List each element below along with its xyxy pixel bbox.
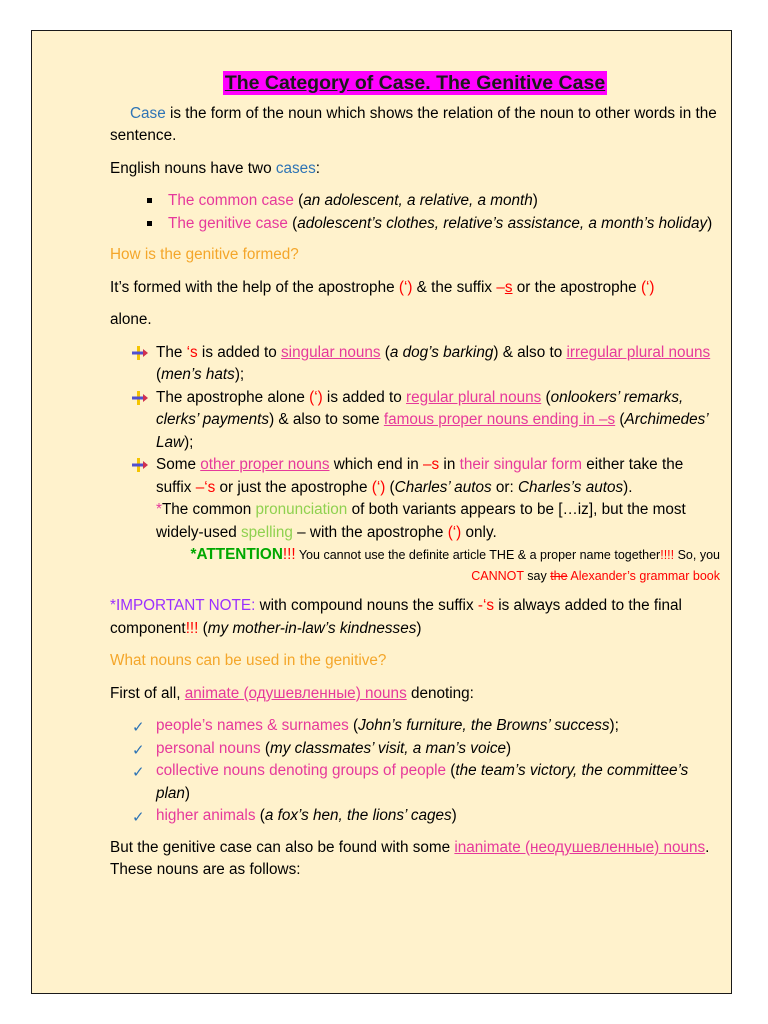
rule-text: of both variants appears to be […iz], but the most widely-used: [156, 501, 686, 541]
document-content: [110, 71, 720, 892]
page-title: The Category of Case. The Genitive Case: [224, 72, 606, 94]
rules-list: [110, 342, 720, 545]
apostrophe-mark: (‘): [640, 278, 655, 296]
check-icon: ✓: [132, 763, 145, 781]
rule-item: [156, 342, 720, 387]
note-example: my mother-in-law’s kindnesses: [207, 619, 417, 637]
arrow-bullet-icon: [132, 346, 148, 360]
rule-text: only.: [461, 523, 497, 541]
important-note: [110, 595, 720, 640]
rule-example: Charles’s autos: [517, 478, 624, 496]
question-nouns: What nouns can be used in the genitive?: [110, 652, 387, 669]
rule-text: The apostrophe alone: [156, 388, 310, 406]
case-name: The genitive case: [168, 214, 288, 232]
suffix-mark: ‘s: [186, 343, 198, 361]
term-spelling: spelling: [241, 523, 293, 541]
check-icon: ✓: [132, 740, 145, 759]
rule-example: Archimedes’ Law: [156, 411, 708, 451]
first-text: First of all,: [110, 684, 185, 702]
check-icon: ✓: [132, 808, 145, 826]
case-term: Case: [130, 104, 166, 122]
term-animate-nouns: animate (одушевленные) nouns: [184, 684, 407, 702]
attention-text: say: [523, 569, 551, 583]
rule-text: or:: [491, 478, 518, 496]
rule-text: which end in: [329, 456, 424, 473]
paren: ): [451, 807, 457, 824]
suffix-mark: –s: [423, 456, 440, 473]
two-cases-paragraph: [110, 158, 720, 181]
paren: );: [609, 717, 619, 734]
rule-text: ) & also to: [493, 343, 567, 361]
rule-text: either take the suffix: [156, 456, 684, 496]
rule-text: (: [380, 343, 390, 361]
arrow-bullet-icon: [132, 458, 148, 472]
attention-note: [110, 544, 720, 587]
intro-paragraph: [110, 103, 720, 148]
arrow-bullet-icon: [132, 391, 148, 405]
noun-type: collective nouns denoting groups of people: [156, 762, 446, 779]
paren: (: [348, 717, 359, 734]
noun-examples: John’s furniture, the Browns’ success: [358, 717, 610, 734]
first-text: denoting:: [406, 684, 474, 702]
paren: (: [293, 192, 304, 209]
term-singular-nouns: singular nouns: [281, 343, 381, 361]
noun-examples: my classmates’ visit, a man’s voice: [269, 739, 507, 757]
paren: (: [287, 214, 298, 232]
rule-text: – with the apostrophe: [292, 523, 448, 541]
attention-example: Alexander’s grammar book: [567, 569, 720, 583]
inanimate-text: But the genitive case can also be found with some: [110, 838, 455, 856]
rule-text: ).: [623, 478, 633, 496]
note-bangs: !!!: [185, 619, 199, 637]
rule-example: Charles’ autos: [394, 478, 492, 496]
inanimate-text: . These nouns are as follows:: [110, 838, 710, 878]
rule-item: [156, 454, 720, 544]
animate-list: [110, 715, 720, 828]
rule-example: onlookers’ remarks, clerks’ payments: [156, 388, 684, 428]
rule-text: or just the apostrophe: [215, 478, 372, 496]
case-name: The common case: [168, 192, 294, 209]
list-item: [132, 760, 720, 805]
rule-example: a dog’s barking: [389, 343, 494, 361]
case-examples: adolescent’s clothes, relative’s assistance, a month’s holiday: [297, 214, 708, 232]
suffix-mark: -‘s: [477, 597, 495, 614]
struck-the: the: [550, 569, 568, 583]
suffix-dash: –: [496, 278, 505, 296]
noun-type: people’s names & surnames: [156, 717, 349, 734]
cannot-word: CANNOT: [471, 569, 524, 583]
paren: (: [255, 807, 265, 824]
suffix-mark: –‘s: [195, 478, 216, 496]
list-item: [132, 738, 720, 761]
question-formed: How is the genitive formed?: [110, 246, 299, 263]
attention-label: *ATTENTION: [190, 546, 283, 563]
rule-text: (: [385, 478, 395, 496]
case-examples: an adolescent, a relative, a month: [303, 192, 533, 209]
paren: (: [446, 762, 456, 779]
term-inanimate-nouns: inanimate (неодушевленные) nouns: [454, 838, 706, 856]
note-label: *IMPORTANT NOTE:: [110, 597, 256, 614]
apostrophe-mark: (‘): [309, 388, 323, 406]
list-item: [132, 805, 720, 828]
check-icon: ✓: [132, 718, 145, 736]
rule-text: The: [156, 343, 187, 361]
list-item: [168, 190, 720, 213]
attention-bangs: !!!: [282, 546, 296, 563]
rule-text: is added to: [322, 388, 407, 406]
noun-examples: a fox’s hen, the lions’ cages: [264, 807, 452, 824]
inanimate-paragraph: [110, 837, 720, 882]
paren: ): [532, 192, 538, 209]
paren: ): [707, 214, 713, 232]
paren: ): [184, 784, 191, 802]
two-cases-text: English nouns have two: [110, 159, 276, 177]
case-list: [110, 190, 720, 235]
note-text: (: [198, 619, 208, 637]
rule-text: (: [615, 411, 625, 428]
term-pronunciation: pronunciation: [255, 501, 348, 518]
intro-text: is the form of the noun which shows the relation of the noun to other words in the sentence.: [110, 104, 717, 144]
term-other-proper: other proper nouns: [200, 456, 330, 473]
rule-text: The common: [161, 501, 256, 518]
rule-text: );: [234, 366, 245, 383]
suffix-s: s: [504, 278, 513, 296]
formed-text: or the apostrophe: [512, 278, 641, 296]
attention-text: So, you: [674, 548, 720, 562]
two-cases-colon: :: [315, 159, 321, 177]
list-item: [132, 715, 720, 738]
note-text: ): [416, 619, 422, 637]
formed-paragraph: [110, 277, 720, 300]
title-wrap: [110, 71, 720, 97]
noun-examples: the team’s victory, the committee’s plan: [156, 762, 689, 802]
term-famous-proper: famous proper nouns ending in –s: [383, 411, 616, 428]
document-page: [31, 30, 732, 994]
first-paragraph: [110, 683, 720, 706]
rule-text: ) & also to some: [269, 411, 384, 428]
formed-text: & the suffix: [412, 278, 497, 296]
apostrophe-mark: (‘): [447, 523, 462, 541]
rule-text: (: [541, 388, 551, 406]
rule-text: Some: [156, 456, 201, 473]
paren: (: [260, 739, 270, 757]
rule-text: );: [184, 433, 194, 451]
rule-text: is added to: [197, 343, 282, 361]
noun-type: higher animals: [156, 807, 256, 824]
rule-text: (: [156, 366, 162, 383]
note-text: is always added to the final component: [110, 597, 682, 637]
list-item: [168, 213, 720, 236]
star-mark: *: [156, 501, 162, 518]
paren: ): [506, 739, 512, 757]
apostrophe-mark: (‘): [371, 478, 386, 496]
term-irregular-plural: irregular plural nouns: [566, 343, 711, 361]
term-singular-form: their singular form: [459, 456, 583, 473]
attention-bangs: !!!!: [660, 548, 675, 562]
formed-alone: alone.: [110, 311, 152, 328]
formed-text: It’s formed with the help of the apostrophe: [110, 278, 399, 296]
rule-text: in: [439, 456, 460, 473]
noun-type: personal nouns: [156, 739, 261, 757]
term-regular-plural: regular plural nouns: [406, 388, 542, 406]
rule-example: men’s hats: [161, 366, 235, 383]
cases-term: cases: [275, 159, 316, 177]
apostrophe-mark: (‘): [398, 278, 413, 296]
rule-item: [156, 387, 720, 455]
note-text: with compound nouns the suffix: [255, 597, 478, 614]
attention-text: You cannot use the definite article THE & a proper name together: [295, 548, 661, 562]
